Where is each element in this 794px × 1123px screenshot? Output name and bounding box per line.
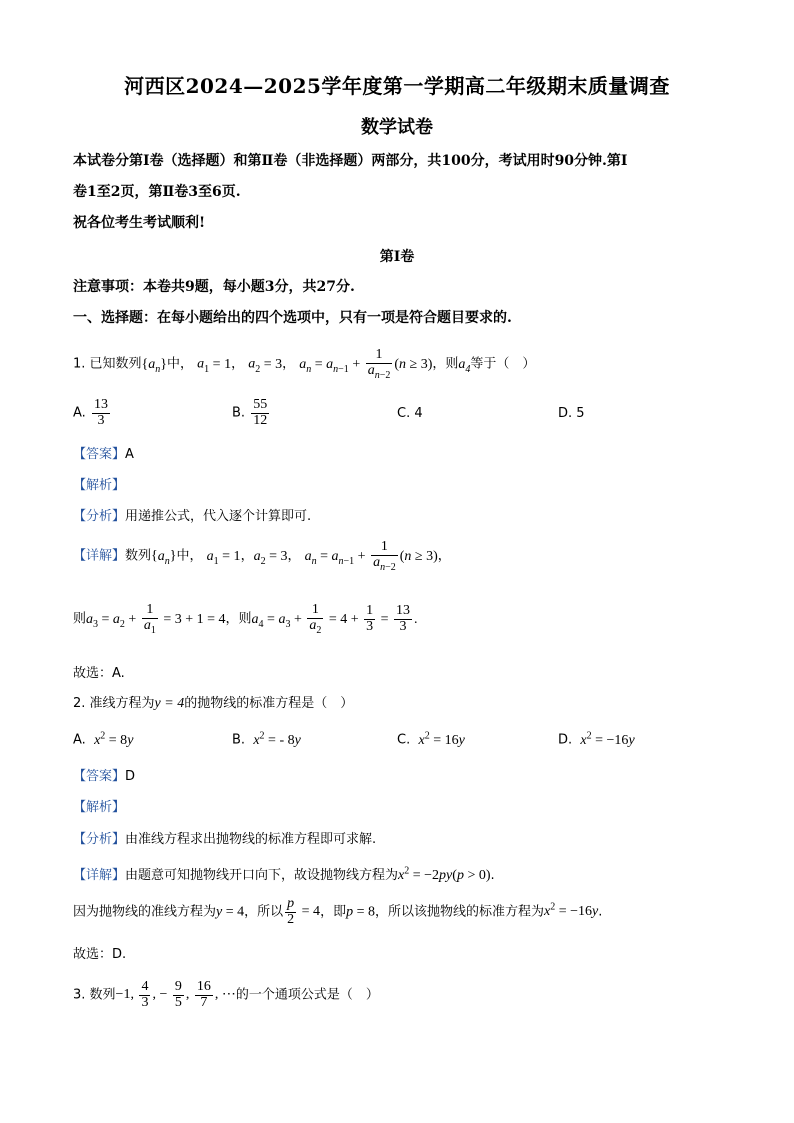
question-3-stem: 3. 数列−1, $\frac{4}{3}$ , − $\frac{9}{5}$ , $\frac{16}{7}$ , ⋯的一个通项公式是（ ） [73,979,379,1010]
q2-analysis-label: 【解析】 [73,800,126,815]
q1-detail: 【详解】数列$\{a_n\}$中， $a_1 = 1$，$a_2 = 3$， $a_n = a_{n-1}$ + $\frac{1}{a_{n-2}}$ (n ≥ 3)， [73,539,451,573]
q1-recurrence: $a_n = a_{n-1}$ + $\frac{1}{a_{n-2}}$ (n ≥ 3) [299,347,433,381]
question-2-stem: 2. 准线方程为y = 4的抛物线的标准方程是（ ） [73,696,354,711]
q1-option-b: B. $\frac{55}{12}$ [232,397,268,428]
note-line: 注意事项：本卷共9题，每小题3分，共27分. [73,279,355,295]
page-subtitle: 数学试卷 [361,117,433,138]
intro-wish: 祝各位考生考试顺利! [73,215,206,231]
q1-seq: $\{a_n\}$ [141,356,168,375]
q2-option-a: A. $x^2 = 8y$ [73,730,134,748]
q1-suffix: ，则 [432,356,459,372]
q1-mid: 中， [167,356,194,372]
q1-calculation: 则$a_3 = a_2$ + $\frac{1}{a_1}$ = 3 + 1 = 4，则$a_4 = a_3$ + $\frac{1}{a_2}$ = 4 + $\frac{1}{3}$ = $\frac{13}{3}$ . [73,602,418,636]
q1-answer: 【答案】A [73,447,134,462]
q1-option-c: C. 4 [397,406,423,421]
q1-conclusion: 故选：A. [73,666,125,681]
q1-fenxi: 【分析】用递推公式，代入逐个计算即可. [73,509,312,524]
intro-line-2: 卷1至2页，第Ⅱ卷3至6页. [73,184,241,200]
q2-detail-line-2: 因为抛物线的准线方程为y = 4，所以 $\frac{p}{2}$ = 4，即p = 8，所以该抛物线的标准方程为$x^2 = -16y$. [73,896,603,927]
q2-answer: 【答案】D [73,769,136,784]
section-heading: 一、选择题：在每小题给出的四个选项中，只有一项是符合题目要求的. [73,310,512,326]
page-title: 河西区2024—2025学年度第一学期高二年级期末质量调查 [124,74,670,98]
q1-tail: 等于（ ） [470,356,536,372]
q1-a1: a [197,356,205,372]
q2-option-c: C. $x^2 = 16y$ [397,730,465,748]
q2-fenxi: 【分析】由准线方程求出抛物线的标准方程即可求解. [73,832,377,847]
q1-prefix: 1. 已知数列 [73,356,142,372]
intro-line-1: 本试卷分第Ⅰ卷（选择题）和第Ⅱ卷（非选择题）两部分，共100分，考试用时90分钟.第Ⅰ [73,153,628,169]
q2-conclusion: 故选：D. [73,947,127,962]
q2-option-b: B. $x^2$ = - 8y [232,730,301,748]
part-title: 第Ⅰ卷 [379,249,415,265]
q1-option-a: A. $\frac{13}{3}$ [73,397,108,428]
question-1-stem: 1. 已知数列$\{a_n\}$中， $a_1 = 1$， $a_2 = 3$， $a_n = a_{n-1}$ + $\frac{1}{a_{n-2}}$ (n ≥ 3)，则$a_4$等于（ ） [73,347,536,381]
q1-analysis-label: 【解析】 [73,478,126,493]
q2-detail: 【详解】由题意可知抛物线开口向下，故设抛物线方程为$x^2 = -2py(p > 0)$. [73,865,495,883]
q2-option-d: D. $x^2 = -16y$ [558,730,635,748]
q1-option-d: D. 5 [558,406,585,421]
